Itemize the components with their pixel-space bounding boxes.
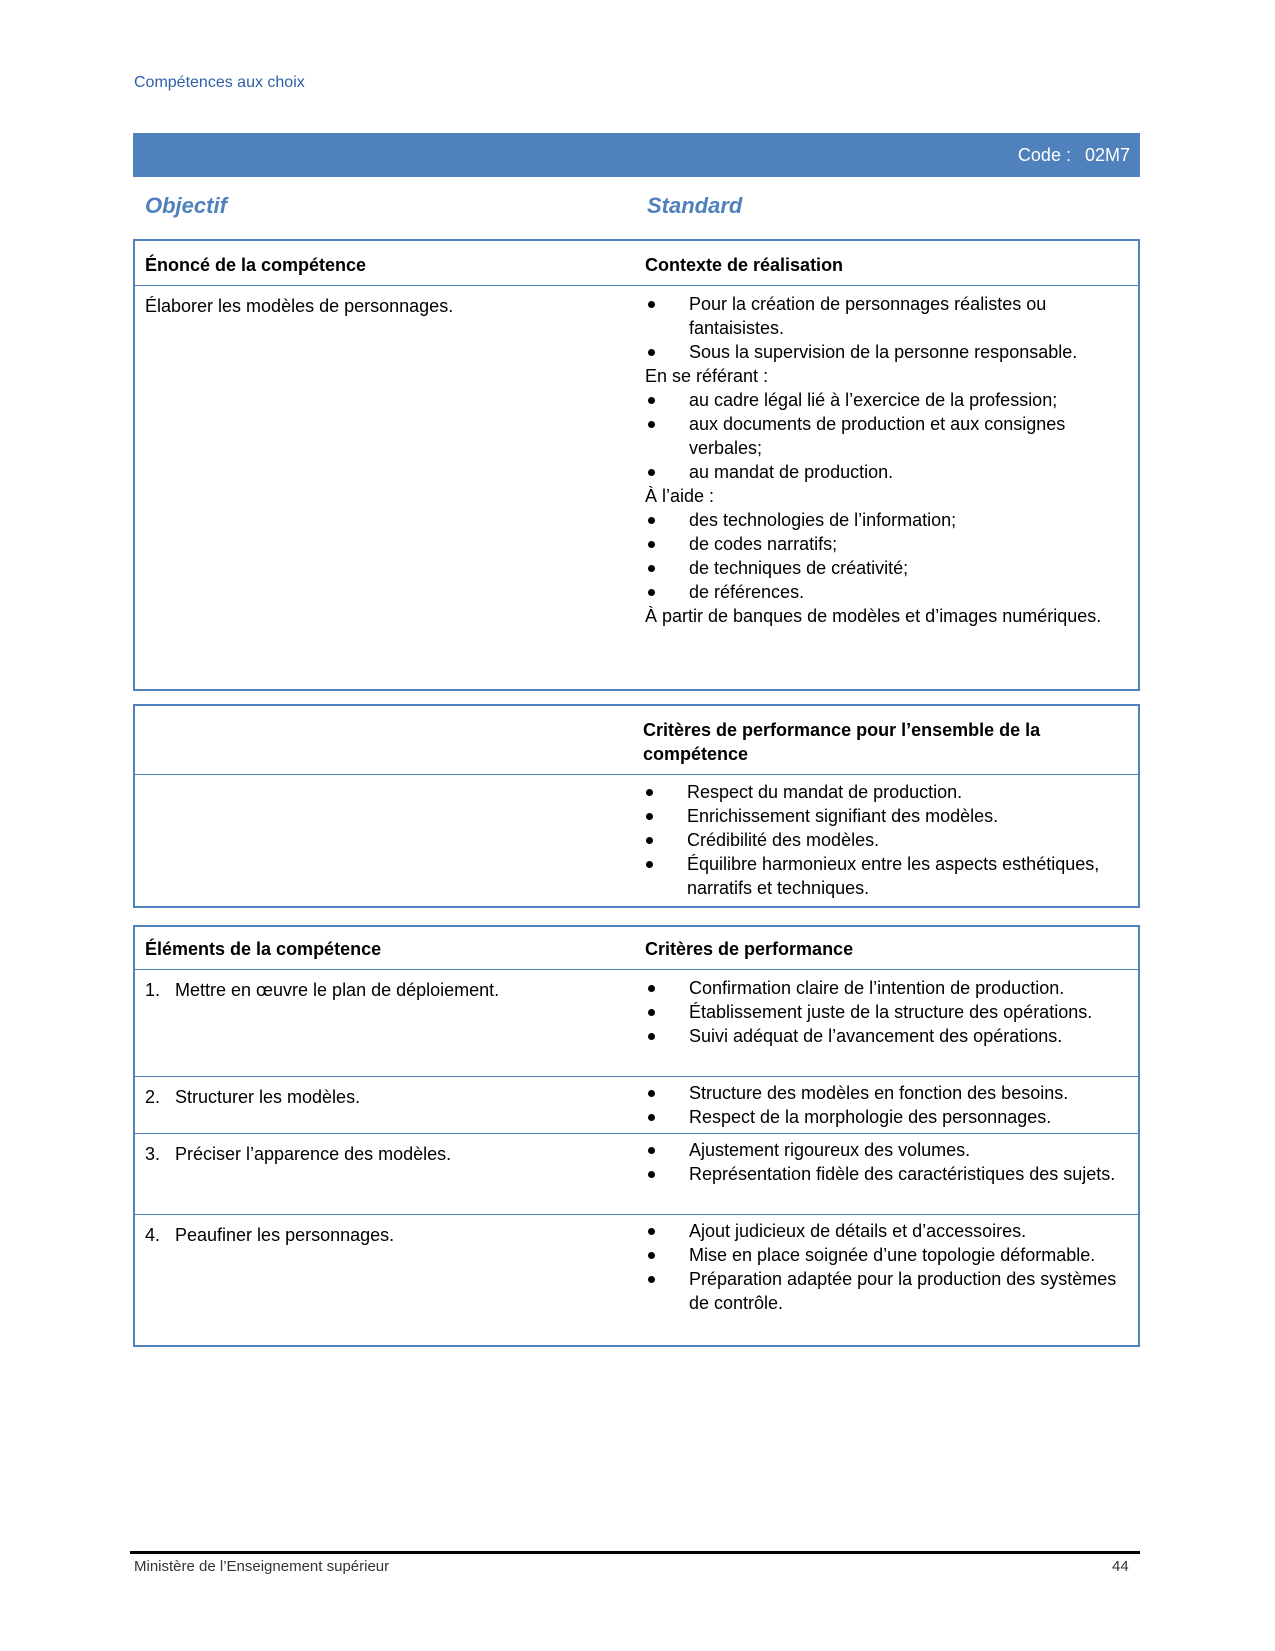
criteria-bullets <box>645 1081 1130 1129</box>
table-row <box>135 1214 1138 1343</box>
list-item: Enrichissement signifiant des modèles. <box>643 804 1130 828</box>
referring-label: En se référant : <box>645 366 769 386</box>
code-bar <box>133 133 1140 177</box>
bullet-icon <box>648 1114 655 1121</box>
heading-objective: Objectif <box>145 193 227 218</box>
bullet-icon <box>648 541 655 548</box>
section-overall-criteria <box>133 704 1140 908</box>
list-item: Respect du mandat de production. <box>643 780 1130 804</box>
list-item: Établissement juste de la structure des opérations. <box>645 1000 1130 1024</box>
criteria-header: Critères de performance <box>645 939 854 959</box>
criteria-bullets <box>645 976 1130 1048</box>
bullet-icon <box>648 1171 655 1178</box>
table-row <box>135 969 1138 1076</box>
bullet-icon <box>648 421 655 428</box>
table-row <box>135 1133 1138 1214</box>
criteria-list <box>645 1219 1130 1315</box>
element-text: 3. Préciser l’apparence des modèles. <box>145 1144 452 1164</box>
bullet-icon <box>648 1009 655 1016</box>
statement-header: Énoncé de la compétence <box>145 255 367 275</box>
bullet-icon <box>648 517 655 524</box>
criteria-list <box>645 1138 1130 1186</box>
criteria-bullets <box>645 1219 1130 1315</box>
criteria-bullets <box>645 1138 1130 1186</box>
bullet-icon <box>646 837 653 844</box>
list-item: Ajout judicieux de détails et d’accessoires. <box>645 1219 1130 1243</box>
list-item: de techniques de créativité; <box>645 556 1130 580</box>
elements-header: Éléments de la compétence <box>145 939 382 959</box>
code-text <box>1004 145 1130 166</box>
section-elements-criteria <box>133 925 1140 1347</box>
section2-header-row <box>135 706 1138 774</box>
section-competence-statement <box>133 239 1140 691</box>
table-row <box>135 1076 1138 1133</box>
list-item: au cadre légal lié à l’exercice de la profession; <box>645 388 1130 412</box>
context-header: Contexte de réalisation <box>645 255 844 275</box>
element-text: 2. Structurer les modèles. <box>145 1087 361 1107</box>
bullet-icon <box>648 1033 655 1040</box>
overall-criteria-bullets <box>643 780 1130 900</box>
list-item: Mise en place soignée d’une topologie déformable. <box>645 1243 1130 1267</box>
code-label: Code : <box>1017 145 1071 165</box>
list-item: Confirmation claire de l’intention de production. <box>645 976 1130 1000</box>
competence-statement: Élaborer les modèles de personnages. <box>145 296 454 316</box>
section1-body-row <box>135 285 1138 688</box>
footer-ministry: Ministère de l’Enseignement supérieur <box>134 1558 390 1575</box>
bullet-icon <box>648 565 655 572</box>
from-text: À partir de banques de modèles et d’images numériques. <box>645 606 1102 626</box>
bullet-icon <box>648 397 655 404</box>
section3-header-row <box>135 927 1138 969</box>
list-item: Suivi adéquat de l’avancement des opérations. <box>645 1024 1130 1048</box>
bullet-icon <box>646 789 653 796</box>
criteria-list <box>645 1081 1130 1129</box>
element-text: 4. Peaufiner les personnages. <box>145 1225 395 1245</box>
section2-body-row <box>135 774 1138 905</box>
list-item: Crédibilité des modèles. <box>643 828 1130 852</box>
top-note: Compétences aux choix <box>134 74 305 91</box>
aid-label: À l’aide : <box>645 486 715 506</box>
list-item: Pour la création de personnages réalistes ou fantaisistes. <box>645 292 1130 340</box>
bullet-icon <box>648 1147 655 1154</box>
section1-header-row <box>135 241 1138 285</box>
footer-rule <box>130 1551 1140 1554</box>
bullet-icon <box>646 813 653 820</box>
code-value: 02M7 <box>1084 145 1130 165</box>
element-text: 1. Mettre en œuvre le plan de déploiement. <box>145 980 500 1000</box>
context-bullets-a <box>645 292 1130 364</box>
list-item: aux documents de production et aux consignes verbales; <box>645 412 1130 460</box>
list-item: de références. <box>645 580 1130 604</box>
bullet-icon <box>646 861 653 868</box>
page-number: 44 <box>1112 1558 1129 1575</box>
bullet-icon <box>648 469 655 476</box>
list-item: Ajustement rigoureux des volumes. <box>645 1138 1130 1162</box>
list-item: Respect de la morphologie des personnages. <box>645 1105 1130 1129</box>
context-bullets-b <box>645 388 1130 484</box>
bullet-icon <box>648 1252 655 1259</box>
criteria-list <box>645 976 1130 1048</box>
bullet-icon <box>648 301 655 308</box>
bullet-icon <box>648 1228 655 1235</box>
list-item: Structure des modèles en fonction des besoins. <box>645 1081 1130 1105</box>
bullet-icon <box>648 349 655 356</box>
list-item: Représentation fidèle des caractéristiques des sujets. <box>645 1162 1130 1186</box>
list-item: Préparation adaptée pour la production des systèmes de contrôle. <box>645 1267 1130 1315</box>
list-item: Sous la supervision de la personne responsable. <box>645 340 1130 364</box>
overall-criteria-list <box>643 780 1130 900</box>
context-list <box>645 292 1130 628</box>
context-bullets-c <box>645 508 1130 604</box>
bullet-icon <box>648 589 655 596</box>
bullet-icon <box>648 1090 655 1097</box>
list-item: des technologies de l’information; <box>645 508 1130 532</box>
heading-standard: Standard <box>647 193 743 218</box>
list-item: au mandat de production. <box>645 460 1130 484</box>
bullet-icon <box>648 985 655 992</box>
list-item: Équilibre harmonieux entre les aspects esthétiques, narratifs et techniques. <box>643 852 1130 900</box>
overall-criteria-header: Critères de performance pour l’ensemble de la compétence <box>643 720 1041 764</box>
bullet-icon <box>648 1276 655 1283</box>
list-item: de codes narratifs; <box>645 532 1130 556</box>
